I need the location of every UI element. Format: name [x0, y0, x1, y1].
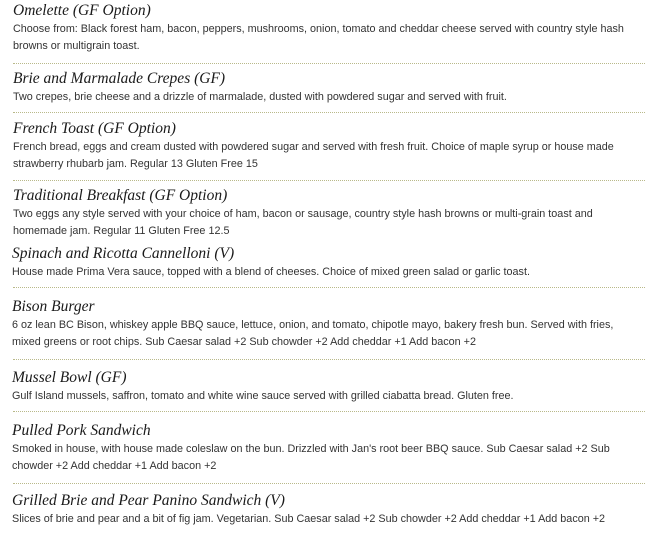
item-divider — [13, 287, 645, 288]
item-divider — [13, 180, 645, 181]
menu-item-description: Two crepes, brie cheese and a drizzle of marmalade, dusted with powdered sugar and served with fruit. — [13, 91, 507, 103]
menu-item-description: Gulf Island mussels, saffron, tomato and white wine sauce served with grilled ciabatta bread. Gluten free. — [12, 390, 514, 402]
item-divider — [13, 359, 645, 360]
menu-item-title: Omelette (GF Option) — [13, 2, 151, 19]
item-divider — [13, 112, 645, 113]
menu-item-title: Brie and Marmalade Crepes (GF) — [13, 70, 226, 87]
item-divider — [13, 411, 645, 412]
menu-item-brie-crepes — [13, 70, 645, 106]
menu-item-mussel-bowl — [12, 369, 644, 405]
menu-item-title: French Toast (GF Option) — [13, 120, 176, 137]
menu-item-description: 6 oz lean BC Bison, whiskey apple BBQ sauce, lettuce, onion, and tomato, chipotle mayo, bakery fresh bun. Served with fries, mixed greens or root chips. Sub Caesar salad +2 Sub chowder +2 Add cheddar +1 Add bacon +2 — [12, 319, 614, 348]
menu-item-pulled-pork — [12, 422, 644, 475]
menu-item-title: Traditional Breakfast (GF Option) — [13, 187, 228, 204]
menu-item-description: Two eggs any style served with your choice of ham, bacon or sausage, country style hash browns or multi-grain toast and homemade jam. Regular 11 Gluten Free 12.5 — [13, 208, 593, 237]
menu-item-title: Mussel Bowl (GF) — [12, 369, 127, 386]
menu-item-description: House made Prima Vera sauce, topped with a blend of cheeses. Choice of mixed green salad or garlic toast. — [12, 266, 530, 278]
menu-item-omelette — [13, 2, 645, 55]
menu-item-description: Smoked in house, with house made coleslaw on the bun. Drizzled with Jan's root beer BBQ sauce. Sub Caesar salad +2 Sub chowder +2 Add cheddar +1 Add bacon +2 — [12, 443, 610, 472]
menu-item-french-toast — [13, 120, 645, 173]
item-divider — [13, 63, 645, 64]
menu-item-description: Choose from: Black forest ham, bacon, peppers, mushrooms, onion, tomato and cheddar cheese served with country style hash browns or multigrain toast. — [13, 23, 624, 52]
menu-item-bison-burger — [12, 298, 644, 351]
menu-item-description: Slices of brie and pear and a bit of fig jam. Vegetarian. Sub Caesar salad +2 Sub chowder +2 Add cheddar +1 Add bacon +2 — [12, 513, 606, 525]
menu-item-title: Pulled Pork Sandwich — [12, 422, 151, 439]
item-divider — [13, 483, 645, 484]
menu-item-title: Bison Burger — [12, 298, 95, 315]
menu-item-title: Spinach and Ricotta Cannelloni (V) — [12, 245, 235, 262]
menu-item-description: French bread, eggs and cream dusted with powdered sugar and served with fresh fruit. Choice of maple syrup or house made strawberry rhubarb jam. Regular 13 Gluten Free 15 — [13, 141, 614, 170]
menu-item-cannelloni — [12, 245, 644, 281]
menu-item-title: Grilled Brie and Pear Panino Sandwich (V) — [12, 492, 285, 509]
menu-item-brie-pear-panino — [12, 492, 644, 528]
menu-item-traditional-breakfast — [13, 187, 645, 240]
